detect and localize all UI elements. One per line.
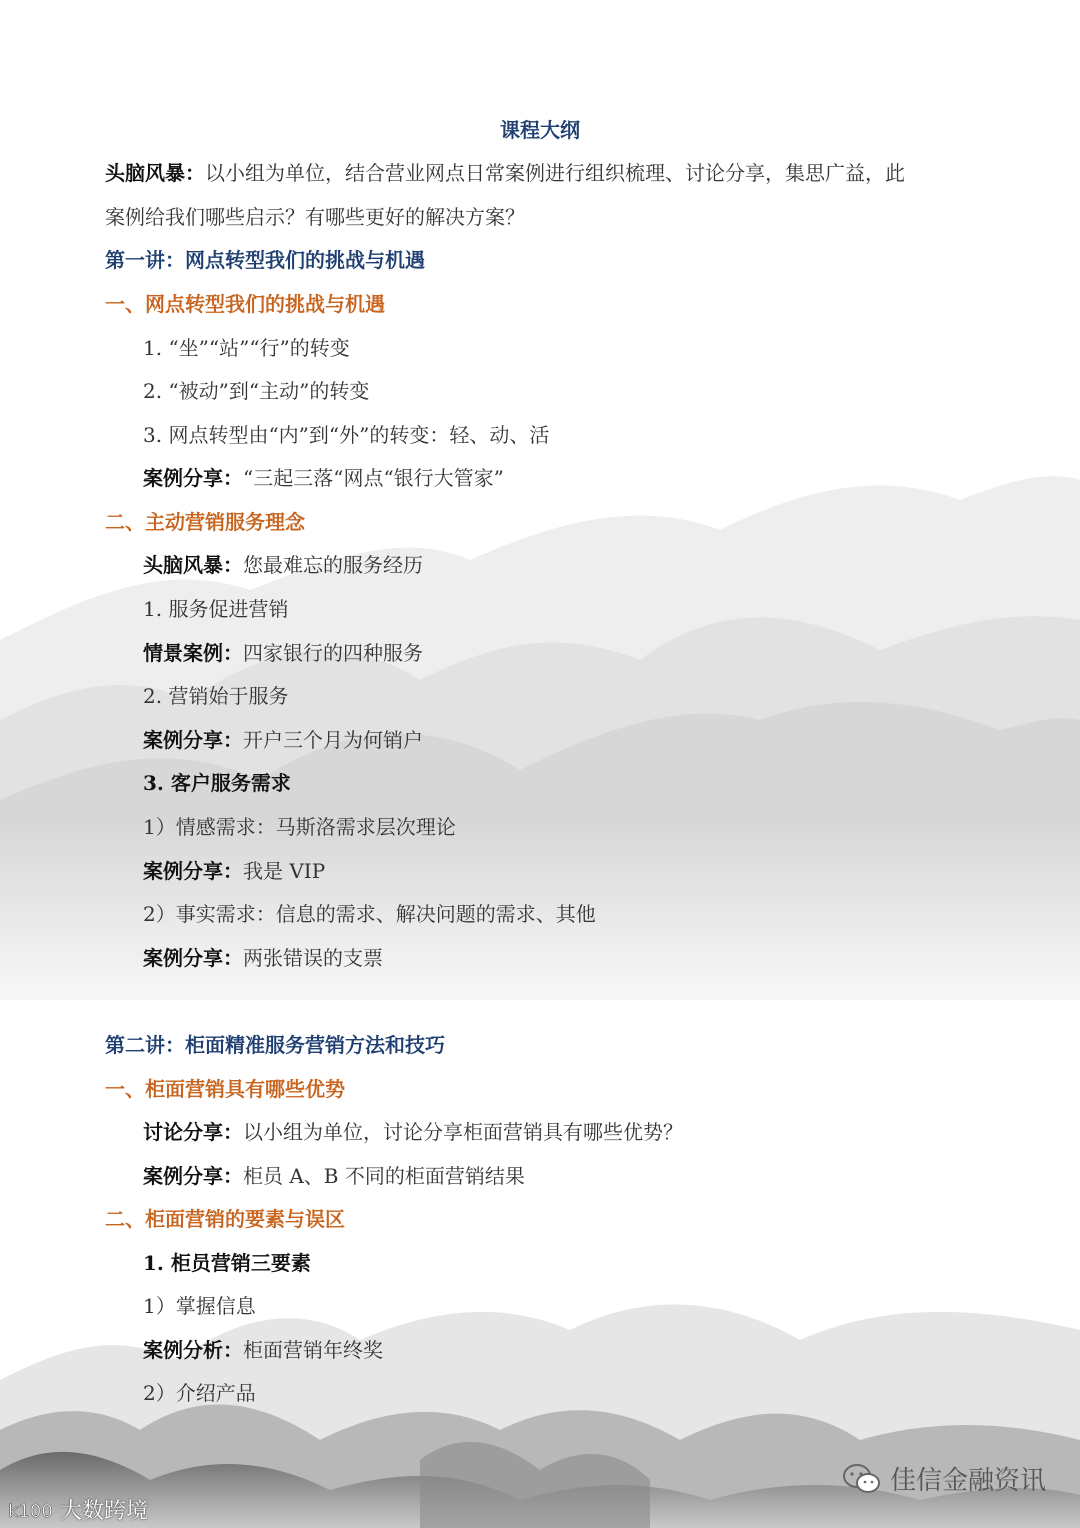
case-label: 案例分享： xyxy=(143,859,243,883)
watermark-right xyxy=(842,1460,1046,1497)
page-title: 课程大纲 xyxy=(500,118,580,142)
svg-text:k100: k100 xyxy=(8,1500,53,1522)
brainstorm-text: 您最难忘的服务经历 xyxy=(243,553,423,577)
lecture-2-title: 第二讲：柜面精准服务营销方法和技巧 xyxy=(105,1033,445,1057)
intro-text-2: 案例给我们哪些启示？有哪些更好的解决方案？ xyxy=(105,205,525,229)
l1s2-scene xyxy=(143,640,423,666)
l1s2-item-3: 3. 客户服务需求 xyxy=(143,771,291,795)
watermark-left-text: 大数跨境 xyxy=(60,1499,149,1524)
discuss-label: 讨论分享： xyxy=(143,1120,243,1144)
l1s1-item-2: 2. “被动”到“主动”的转变 xyxy=(143,379,370,403)
l2s2-item-1: 1. 柜员营销三要素 xyxy=(143,1251,311,1275)
l1s2-case-3 xyxy=(143,945,383,971)
lecture-1-title: 第一讲：网点转型我们的挑战与机遇 xyxy=(105,248,425,272)
analysis-text: 柜面营销年终奖 xyxy=(243,1338,383,1362)
l1s2-item-2: 2. 营销始于服务 xyxy=(143,684,289,708)
case-text: 开户三个月为何销户 xyxy=(243,728,423,752)
l1s2-item-1: 1. 服务促进营销 xyxy=(143,597,289,621)
case-label: 案例分享： xyxy=(143,728,243,752)
watermark-left xyxy=(8,1494,148,1525)
l2s1-case xyxy=(143,1163,525,1189)
l1s2-case-2 xyxy=(143,858,325,884)
l2s1-discuss xyxy=(143,1119,683,1145)
wechat-icon xyxy=(842,1462,882,1496)
case-label: 案例分享： xyxy=(143,1164,243,1188)
lecture-2-section-1-heading: 一、柜面营销具有哪些优势 xyxy=(105,1077,345,1101)
lecture-1-section-1-heading: 一、网点转型我们的挑战与机遇 xyxy=(105,292,385,316)
intro-text-1: 以小组为单位，结合营业网点日常案例进行组织梳理、讨论分享，集思广益，此 xyxy=(205,161,905,185)
case-text: 柜员 A、B 不同的柜面营销结果 xyxy=(243,1164,525,1188)
case-label: 案例分享： xyxy=(143,946,243,970)
watermark-right-text: 佳信金融资讯 xyxy=(890,1466,1047,1496)
scene-label: 情景案例： xyxy=(143,641,243,665)
k100-logo-icon xyxy=(8,1497,54,1523)
intro-label: 头脑风暴： xyxy=(105,161,205,185)
l1s2-sub-2: 2）事实需求：信息的需求、解决问题的需求、其他 xyxy=(143,902,596,926)
brainstorm-label: 头脑风暴： xyxy=(143,553,243,577)
scene-text: 四家银行的四种服务 xyxy=(243,641,423,665)
l1s2-sub-1: 1）情感需求：马斯洛需求层次理论 xyxy=(143,815,456,839)
l2s2-sub-2: 2）介绍产品 xyxy=(143,1381,256,1405)
case-text: “三起三落“网点“银行大管家” xyxy=(243,466,504,490)
case-text: 我是 VIP xyxy=(243,859,326,883)
discuss-text: 以小组为单位，讨论分享柜面营销具有哪些优势？ xyxy=(243,1120,683,1144)
l1s1-item-1: 1. “坐”“站”“行”的转变 xyxy=(143,336,350,360)
case-text: 两张错误的支票 xyxy=(243,946,383,970)
l1s1-item-3: 3. 网点转型由“内”到“外”的转变：轻、动、活 xyxy=(143,423,550,447)
l1s2-brainstorm xyxy=(143,552,423,578)
lecture-1-section-2-heading: 二、主动营销服务理念 xyxy=(105,510,305,534)
l1s2-case-1 xyxy=(143,727,423,753)
l2s2-sub-1: 1）掌握信息 xyxy=(143,1294,256,1318)
case-label: 案例分享： xyxy=(143,466,243,490)
lecture-2-section-2-heading: 二、柜面营销的要素与误区 xyxy=(105,1207,345,1231)
analysis-label: 案例分析： xyxy=(143,1338,243,1362)
intro-line-1 xyxy=(105,160,905,186)
l1s1-case xyxy=(143,465,504,491)
l2s2-analysis xyxy=(143,1337,383,1363)
